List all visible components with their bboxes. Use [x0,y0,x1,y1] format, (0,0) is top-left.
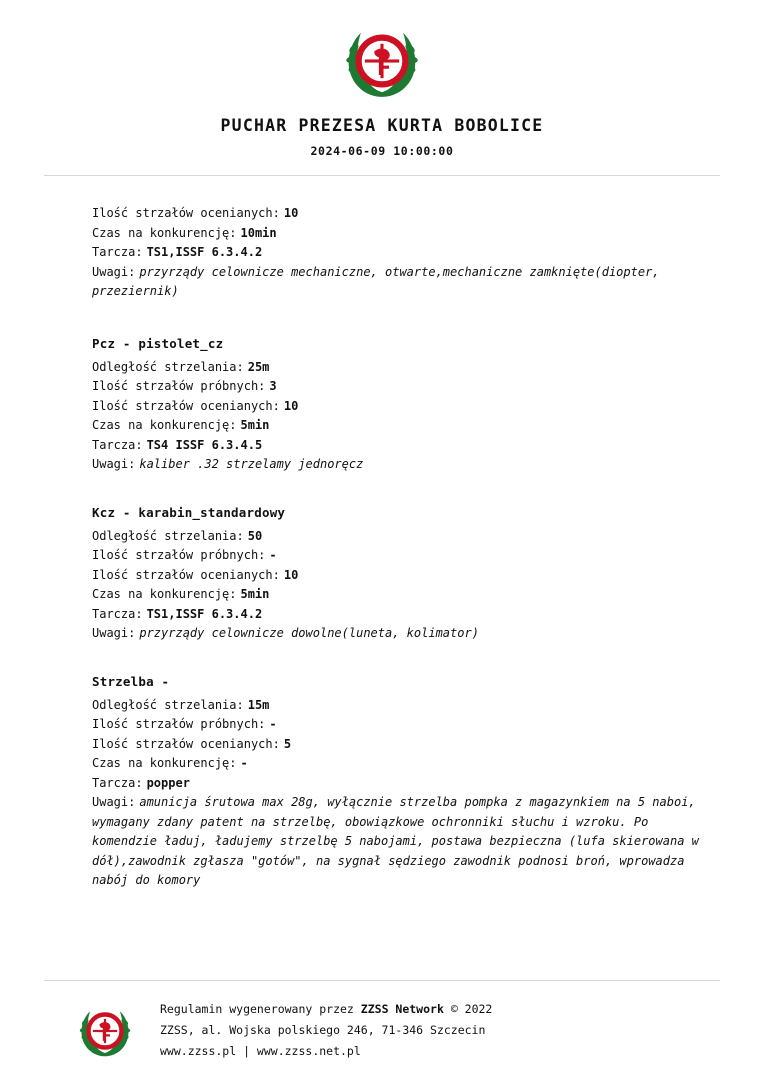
field-label: Ilość strzałów ocenianych: [92,206,280,220]
event-date: 2024-06-09 10:00:00 [310,144,454,158]
notes-value: przyrządy celownicze mechaniczne, otwarte,mechaniczne zamknięte(diopter, przeziernik) [92,264,660,298]
field-value: popper [146,775,190,790]
footer-line-1 [160,999,492,1020]
field-row [92,696,704,716]
notes-label: Uwagi: [92,795,136,809]
field-value: 15m [247,697,270,712]
field-label: Odległość strzelania: [92,697,244,712]
field-label: Ilość strzałów ocenianych: [92,736,280,751]
notes-label: Uwagi: [92,264,136,279]
notes-value: kaliber .32 strzelamy jednoręcz [139,457,364,471]
notes-row [92,793,704,891]
field-label: Czas na konkurencję: [92,225,237,240]
field-value: 10min [240,225,277,240]
footer-divider [44,980,720,981]
notes-label: Uwagi: [92,626,136,640]
field-value: 10 [283,206,299,220]
notes-value: amunicja śrutowa max 28g, wyłącznie strzelba pompka z magazynkiem na 5 naboi, wymagany zdany patent na strzelbę, obowiązkowe ochronniki słuchu i wzroku. Po komendzie ładuj, ładujemy strzelbę 5 nabojami, postawa bezpieczna (lufa skierowana w dół),zawodnik zgłasza "gotów", na sygnał sędziego zawodnik podnosi broń, wprowadza nabój do komory [92,795,699,887]
field-label: Ilość strzałów ocenianych: [92,398,280,413]
field-label: Tarcza: [92,245,143,259]
discipline-title: Kcz - karabin_standardowy [92,504,286,520]
discipline-title: Strzelba - [92,673,170,689]
field-label: Odległość strzelania: [92,528,244,543]
discipline-block [92,204,704,302]
field-value: 3 [269,379,277,393]
field-row [92,754,704,774]
notes-row [92,624,704,644]
notes-value: przyrządy celownicze dowolne(luneta, kolimator) [139,626,479,640]
field-row [92,416,704,436]
field-label: Czas na konkurencję: [92,587,237,601]
document-header [0,0,764,176]
field-row [92,377,704,397]
field-row [92,358,704,378]
field-label: Ilość strzałów próbnych: [92,717,266,731]
page-title: PUCHAR PREZESA KURTA BOBOLICE [220,116,544,135]
zzss-crest-icon [334,22,430,100]
discipline-block [92,336,704,475]
field-value: - [240,756,248,770]
field-label: Ilość strzałów ocenianych: [92,567,280,582]
notes-row [92,455,704,475]
footer-prefix: Regulamin wygenerowany przez [160,1002,361,1016]
field-label: Ilość strzałów próbnych: [92,379,266,393]
field-row [92,397,704,417]
field-value: 5min [240,587,270,601]
field-value: TS4 ISSF 6.3.4.5 [146,437,263,452]
field-row [92,585,704,605]
field-row [92,566,704,586]
footer-links[interactable]: www.zzss.pl | www.zzss.net.pl [160,1044,361,1058]
field-row [92,224,704,244]
field-label: Ilość strzałów próbnych: [92,548,266,562]
field-row [92,774,704,794]
field-label: Tarcza: [92,606,143,621]
field-value: 5 [283,736,292,751]
field-value: 10 [283,398,299,413]
footer-suffix: © 2022 [443,1002,493,1016]
field-value: TS1,ISSF 6.3.4.2 [146,245,263,259]
notes-row [92,263,704,302]
document-content [0,176,764,980]
discipline-block [92,674,704,891]
zzss-crest-icon [72,1002,138,1060]
footer-address: ZZSS, al. Wojska polskiego 246, 71-346 Szczecin [160,1023,486,1037]
field-row [92,436,704,456]
field-value: 5min [240,418,270,432]
field-value: 25m [247,359,270,374]
discipline-title: Pcz - pistolet_cz [92,335,224,351]
field-label: Tarcza: [92,775,143,790]
field-label: Tarcza: [92,437,143,452]
field-value: - [269,548,277,562]
field-row [92,715,704,735]
footer-text [160,999,492,1062]
footer-brand: ZZSS Network [360,1002,444,1016]
field-value: 10 [283,567,299,582]
discipline-block [92,505,704,644]
field-label: Odległość strzelania: [92,359,244,374]
field-row [92,546,704,566]
field-row [92,527,704,547]
field-value: TS1,ISSF 6.3.4.2 [146,606,263,621]
field-row [92,243,704,263]
field-value: 50 [247,528,263,543]
notes-label: Uwagi: [92,457,136,471]
field-row [92,735,704,755]
field-row [92,204,704,224]
field-label: Czas na konkurencję: [92,418,237,432]
field-value: - [269,717,277,731]
field-label: Czas na konkurencję: [92,756,237,770]
document-footer [0,980,764,1080]
field-row [92,605,704,625]
